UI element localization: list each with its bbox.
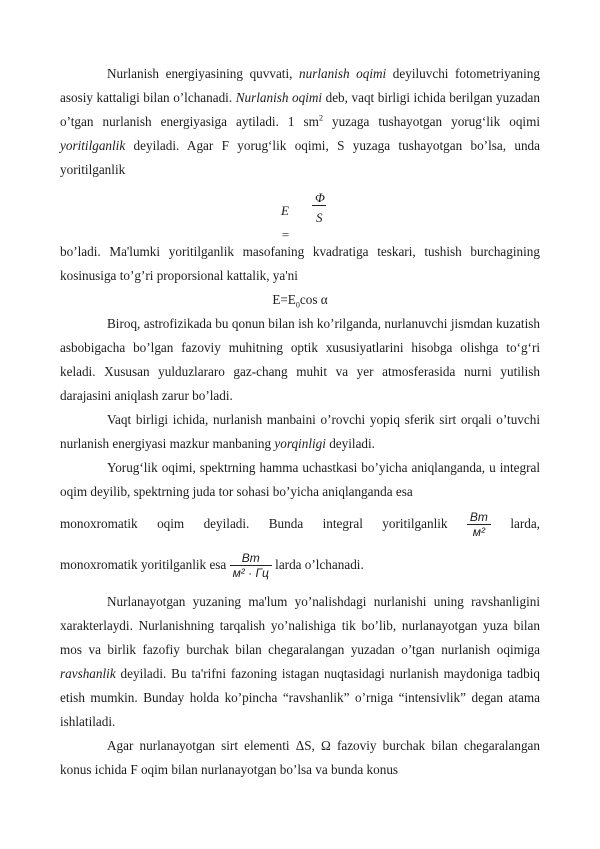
term-illuminance: yoritilganlik xyxy=(60,138,126,153)
monochromatic-units-row: monoxromatik yoritilganlik esa $\frac{Вт}{\text{м² · Гц}}$ larda o’lchanadi. xyxy=(60,550,364,580)
unit-watt-per-m2-hz: $\frac{Вт}{\text{м² · Гц}}$ xyxy=(230,551,272,580)
paragraph-radiant-flux: Nurlanish energiyasining quvvati, nurlanish oqimi deyiluvchi fotometriyaning asosiy kattaligi bilan o’lchanadi. Nurlanish oqimi deb, vaqt birligi ichida berilgan yuzadan o’tgan nurlanish energiyasiga aytiladi. 1 $sm^2$ yuzaga tushayotgan yorug‘lik oqimi yoritilganlik deyiladi. Agar F yorug‘lik oqimi, S yuzaga tushayotgan bo’lsa, unda yoritilganlik xyxy=(60,66,540,177)
paragraph-inverse-square: bo’ladi. Ma'lumki yoritilganlik masofaning kvadratiga teskari, tushish burchagining kosinusiga to’g’ri proporsional kattalik, ya'ni xyxy=(60,244,540,283)
formula-numerator: Φ xyxy=(315,190,325,205)
unit-watt-per-m2: $\frac{Вт}{\text{м²}}$ xyxy=(467,510,491,539)
formula-lhs: E = xyxy=(281,203,290,242)
formula-cosine-law: $E=E_0\cos$ α xyxy=(272,292,328,310)
paragraph-absorption: Biroq, astrofizikada bu qonun bilan ish ko’rilganda, nurlanuvchi jismdan kuzatish asbobigacha bo’lgan fazoviy muhitning optik xususiyatlarini hisobga olishga to‘g‘ri keladi. Xususan yulduzlararo gaz-chang muhit va yer atmosferasida nurni yutilish darajasini aniqlash zarur bo’ladi. xyxy=(60,316,540,403)
integral-units-row: monoxromatik oqim deyiladi. Bunda integral yoritilganlik $\frac{Вт}{\text{м²}}$ larda, xyxy=(60,509,540,539)
term-luminosity: yorqinligi xyxy=(274,436,326,451)
formula-denominator: S xyxy=(316,210,323,225)
paragraph-integral-flux: Yorug‘lik oqimi, spektrning hamma uchastkasi bo’yicha aniqlanganda, u integral oqim deyilib, spektrning juda tor sohasi bo’yicha aniqlanganda esa xyxy=(60,460,540,499)
superscript: 2 xyxy=(318,113,323,123)
paragraph-radiance: Nurlanayotgan yuzaning ma'lum yo’nalishdagi nurlanishi uning ravshanligini xarakterlaydi. Nurlanishning tarqalish yo’nalishiga tik bo’lib, nurlanayotgan yuza bilan mos va birlik fazofiy burchak bilan chegaralangan yuzadan o’tgan nurlanish oqimiga ravshanlik deyiladi. Bu ta'rifni fazoning istagan nuqtasidagi nurlanish maydoniga tadbiq etish mumkin. Bunday holda ko’pincha “ravshanlik” o’rniga “intensivlik” degan atama ishlatiladi. xyxy=(60,594,540,729)
term-radiant-flux: nurlanish oqimi xyxy=(299,66,387,81)
paragraph-cone: Agar nurlanayotgan sirt elementi ΔS, Ω fazoviy burchak bilan chegaralangan konus ichida F oqim bilan nurlanayotgan bo’lsa va bunda konus xyxy=(60,738,540,777)
term-radiant-flux-def: Nurlanish oqimi xyxy=(235,90,323,105)
formula-illuminance xyxy=(60,182,540,240)
document-page xyxy=(60,62,540,782)
term-radiance: ravshanlik xyxy=(60,666,116,681)
paragraph-luminosity: Vaqt birligi ichida, nurlanish manbaini o’rovchi yopiq sferik sirt orqali o’tuvchi nurlanish energiyasi mazkur manbaning yorqinligi deyiladi. xyxy=(60,412,540,451)
